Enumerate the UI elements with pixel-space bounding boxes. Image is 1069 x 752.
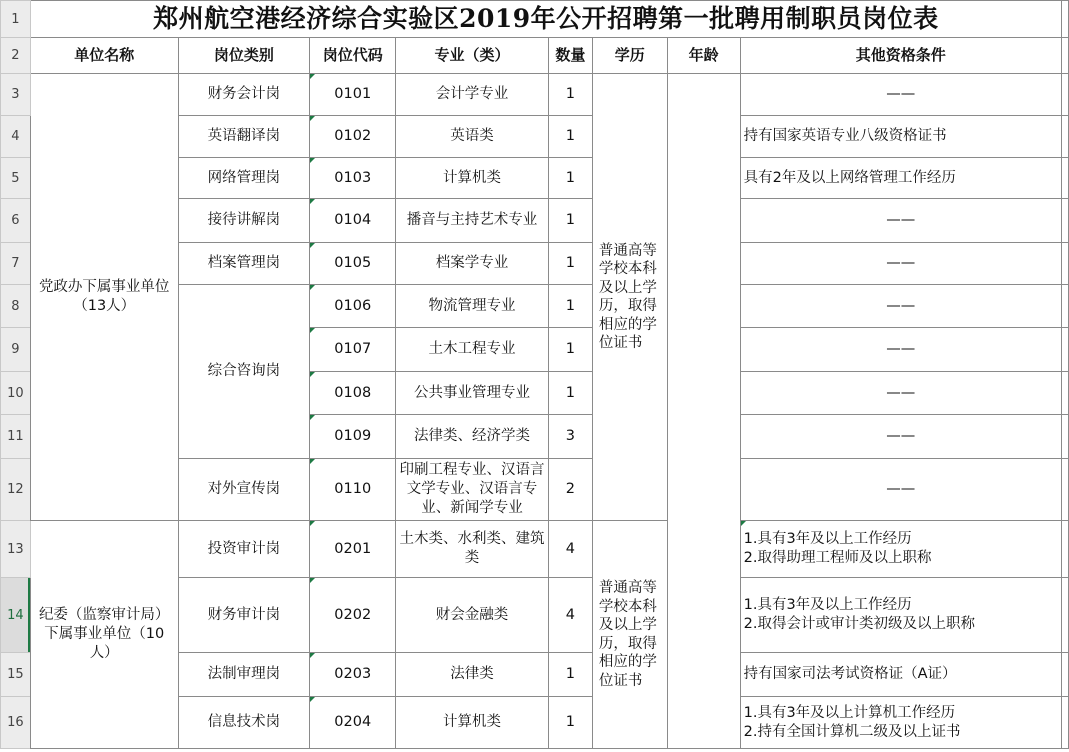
header-major[interactable]: 专业（类）: [396, 38, 549, 74]
category-cell[interactable]: 财务会计岗: [178, 74, 310, 116]
category-cell[interactable]: 英语翻译岗: [178, 116, 310, 158]
count-cell[interactable]: 2: [548, 459, 592, 521]
row-header[interactable]: 3: [1, 74, 31, 116]
unit-cell-party[interactable]: 党政办下属事业单位（13人）: [30, 74, 178, 521]
cell[interactable]: [1061, 199, 1068, 243]
other-cell[interactable]: 具有2年及以上网络管理工作经历: [740, 158, 1061, 199]
page-title[interactable]: 郑州航空港经济综合实验区2019年公开招聘第一批聘用制职员岗位表: [30, 1, 1061, 38]
cell[interactable]: [1061, 521, 1068, 578]
row-header[interactable]: 8: [1, 285, 31, 328]
table-row: [1, 38, 1069, 74]
category-cell[interactable]: 财务审计岗: [178, 578, 310, 653]
header-education[interactable]: 学历: [592, 38, 667, 74]
cell[interactable]: [1061, 697, 1068, 749]
count-cell[interactable]: 1: [548, 116, 592, 158]
header-age[interactable]: 年龄: [667, 38, 740, 74]
code-cell[interactable]: 0202: [310, 578, 396, 653]
header-count[interactable]: 数量: [548, 38, 592, 74]
other-cell[interactable]: [740, 697, 1061, 749]
requirement-line: 2.取得助理工程师及以上职称: [743, 550, 932, 566]
count-cell[interactable]: 1: [548, 199, 592, 243]
category-cell[interactable]: 档案管理岗: [178, 243, 310, 285]
category-cell[interactable]: 接待讲解岗: [178, 199, 310, 243]
row-header-selected[interactable]: 14: [1, 578, 31, 653]
code-cell[interactable]: 0109: [310, 415, 396, 459]
major-cell[interactable]: 土木工程专业: [396, 328, 549, 372]
major-cell[interactable]: 播音与主持艺术专业: [396, 199, 549, 243]
major-cell[interactable]: 财会金融类: [396, 578, 549, 653]
count-cell[interactable]: 1: [548, 697, 592, 749]
category-cell[interactable]: 投资审计岗: [178, 521, 310, 578]
requirement-line: 2.取得会计或审计类初级及以上职称: [743, 616, 975, 632]
row-header[interactable]: 13: [1, 521, 31, 578]
row-header[interactable]: 12: [1, 459, 31, 521]
other-cell[interactable]: 持有国家英语专业八级资格证书: [740, 116, 1061, 158]
row-header[interactable]: 10: [1, 372, 31, 415]
other-cell[interactable]: ——: [740, 328, 1061, 372]
other-cell[interactable]: ——: [740, 74, 1061, 116]
category-cell[interactable]: 法制审理岗: [178, 653, 310, 697]
cell[interactable]: [1061, 578, 1068, 653]
header-code[interactable]: 岗位代码: [310, 38, 396, 74]
code-cell[interactable]: 0201: [310, 521, 396, 578]
code-cell[interactable]: 0103: [310, 158, 396, 199]
major-cell[interactable]: 会计学专业: [396, 74, 549, 116]
row-header[interactable]: 1: [1, 1, 31, 38]
cell[interactable]: [1061, 328, 1068, 372]
requirement-line: 1.具有3年及以上工作经历: [743, 531, 912, 547]
cell[interactable]: [1061, 285, 1068, 328]
count-cell[interactable]: 1: [548, 158, 592, 199]
row-header[interactable]: 7: [1, 243, 31, 285]
other-cell[interactable]: ——: [740, 459, 1061, 521]
code-cell[interactable]: 0104: [310, 199, 396, 243]
row-header[interactable]: 9: [1, 328, 31, 372]
header-category[interactable]: 岗位类别: [178, 38, 310, 74]
cell[interactable]: [1061, 459, 1068, 521]
other-cell[interactable]: ——: [740, 285, 1061, 328]
code-cell[interactable]: 0108: [310, 372, 396, 415]
row-header[interactable]: 4: [1, 116, 31, 158]
category-cell[interactable]: 综合咨询岗: [178, 285, 310, 459]
cell[interactable]: [1061, 243, 1068, 285]
other-cell[interactable]: [740, 578, 1061, 653]
requirement-line: 2.持有全国计算机二级及以上证书: [743, 723, 961, 740]
unit-cell-discipline[interactable]: 纪委（监察审计局）下属事业单位（10人）: [30, 521, 178, 749]
other-cell[interactable]: [740, 521, 1061, 578]
count-cell[interactable]: 1: [548, 243, 592, 285]
major-cell[interactable]: 公共事业管理专业: [396, 372, 549, 415]
major-cell[interactable]: 计算机类: [396, 697, 549, 749]
count-cell[interactable]: 3: [548, 415, 592, 459]
header-unit[interactable]: 单位名称: [30, 38, 178, 74]
code-cell[interactable]: 0107: [310, 328, 396, 372]
cell[interactable]: [1061, 415, 1068, 459]
cell[interactable]: [1061, 1, 1068, 38]
row-header[interactable]: 2: [1, 38, 31, 74]
major-cell[interactable]: 计算机类: [396, 158, 549, 199]
other-cell[interactable]: ——: [740, 372, 1061, 415]
row-header[interactable]: 5: [1, 158, 31, 199]
requirement-line: 1.具有3年及以上工作经历: [743, 597, 912, 613]
count-cell[interactable]: 4: [548, 578, 592, 653]
table-row: [1, 74, 1069, 116]
header-other[interactable]: 其他资格条件: [740, 38, 1061, 74]
other-cell[interactable]: 持有国家司法考试资格证（A证）: [740, 653, 1061, 697]
category-cell[interactable]: 对外宣传岗: [178, 459, 310, 521]
other-cell[interactable]: ——: [740, 243, 1061, 285]
cell[interactable]: [1061, 653, 1068, 697]
table-row: [1, 1, 1069, 38]
education-cell[interactable]: 普通高等学校本科及以上学历，取得相应的学位证书: [592, 521, 667, 749]
count-cell[interactable]: 1: [548, 285, 592, 328]
code-cell[interactable]: 0101: [310, 74, 396, 116]
category-cell[interactable]: 信息技术岗: [178, 697, 310, 749]
cell[interactable]: [1061, 116, 1068, 158]
major-cell[interactable]: 档案学专业: [396, 243, 549, 285]
table-row: [1, 521, 1069, 578]
category-cell[interactable]: 网络管理岗: [178, 158, 310, 199]
cell[interactable]: [1061, 158, 1068, 199]
major-cell[interactable]: 法律类: [396, 653, 549, 697]
other-cell[interactable]: ——: [740, 415, 1061, 459]
count-cell[interactable]: 1: [548, 653, 592, 697]
row-header[interactable]: 16: [1, 697, 31, 749]
cell[interactable]: [1061, 372, 1068, 415]
row-header[interactable]: 6: [1, 199, 31, 243]
education-cell[interactable]: 普通高等学校本科及以上学历，取得相应的学位证书: [592, 74, 667, 521]
code-cell[interactable]: 0204: [310, 697, 396, 749]
requirement-line: 1.具有3年及以上计算机工作经历: [743, 704, 956, 721]
code-cell[interactable]: 0203: [310, 653, 396, 697]
major-cell[interactable]: 物流管理专业: [396, 285, 549, 328]
row-header[interactable]: 15: [1, 653, 31, 697]
major-cell[interactable]: 土木类、水利类、建筑类: [396, 521, 549, 578]
code-cell[interactable]: 0106: [310, 285, 396, 328]
major-cell[interactable]: 印刷工程专业、汉语言文学专业、汉语言专业、新闻学专业: [396, 459, 549, 521]
code-cell[interactable]: 0105: [310, 243, 396, 285]
major-cell[interactable]: 英语类: [396, 116, 549, 158]
count-cell[interactable]: 1: [548, 328, 592, 372]
other-cell[interactable]: ——: [740, 199, 1061, 243]
count-cell[interactable]: 1: [548, 74, 592, 116]
row-header[interactable]: 11: [1, 415, 31, 459]
code-cell[interactable]: 0102: [310, 116, 396, 158]
code-cell[interactable]: 0110: [310, 459, 396, 521]
major-cell[interactable]: 法律类、经济学类: [396, 415, 549, 459]
count-cell[interactable]: 1: [548, 372, 592, 415]
age-cell[interactable]: [667, 74, 740, 749]
cell[interactable]: [1061, 38, 1068, 74]
cell[interactable]: [1061, 74, 1068, 116]
count-cell[interactable]: 4: [548, 521, 592, 578]
